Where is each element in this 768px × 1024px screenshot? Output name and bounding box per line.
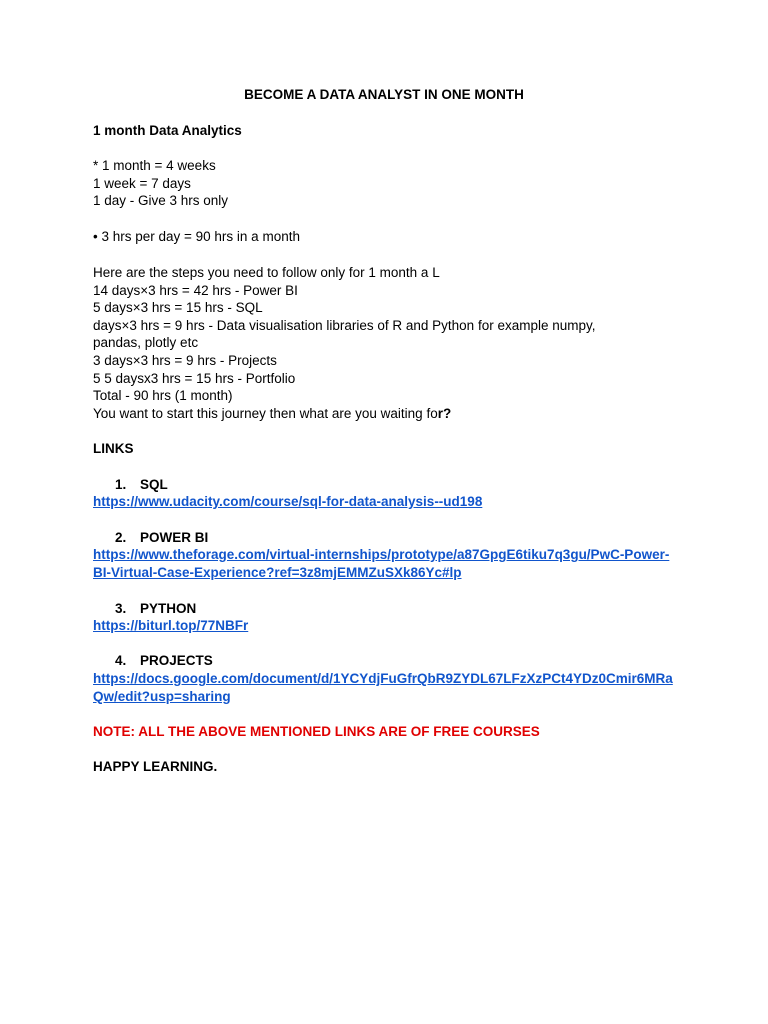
step-line: 5 days×3 hrs = 15 hrs - SQL [93,300,263,316]
link-list-item [115,476,168,494]
step-line: 3 days×3 hrs = 9 hrs - Projects [93,352,277,368]
links-heading: LINKS [93,441,134,456]
list-label: SQL [140,477,168,492]
list-label: PROJECTS [140,653,213,668]
time-line: * 1 month = 4 weeks [93,158,216,173]
link-wrapper [93,617,693,635]
link-list-item [115,529,208,547]
document-title: BECOME A DATA ANALYST IN ONE MONTH [244,87,524,102]
signoff: HAPPY LEARNING. [93,759,218,774]
step-line: 14 days×3 hrs = 42 hrs - Power BI [93,282,298,298]
free-courses-note: NOTE: ALL THE ABOVE MENTIONED LINKS ARE OF FREE COURSES [93,724,540,739]
list-number: 1. [115,477,127,492]
step-line: 5 5 daysx3 hrs = 15 hrs - Portfolio [93,370,296,386]
total-hours-line: • 3 hrs per day = 90 hrs in a month [93,229,300,244]
step-line: Total - 90 hrs (1 month) [93,388,233,404]
list-number: 2. [115,530,127,545]
link-list-item [115,652,213,670]
link-wrapper [93,670,693,705]
list-label: POWER BI [140,530,209,545]
list-number: 3. [115,601,127,616]
steps-closing [93,405,638,423]
power-bi-link[interactable]: https://www.theforage.com/virtual-internships/prototype/a87GpgE6tiku7q3gu/PwC-Power-BI-Virtual-Case-Experience?ref=3z8mjEMMZuSXk86Yc#lp [93,547,670,580]
python-link[interactable]: https://biturl.top/77NBFr [93,618,249,633]
step-line: days×3 hrs = 9 hrs - Data visualisation libraries of R and Python for example numpy, pandas, plotly etc [93,317,596,351]
time-line: 1 day - Give 3 hrs only [93,193,229,209]
list-number: 4. [115,653,127,668]
steps-closing-suffix: r? [437,405,452,421]
sql-link[interactable]: https://www.udacity.com/course/sql-for-data-analysis--ud198 [93,494,483,509]
steps-intro: Here are the steps you need to follow only for 1 month a L [93,265,440,280]
link-wrapper [93,493,693,511]
time-block [93,157,693,210]
steps-closing-text: You want to start this journey then what are you waiting fo [93,405,438,421]
steps-block [93,264,638,422]
link-wrapper [93,546,693,581]
projects-link[interactable]: https://docs.google.com/document/d/1YCYdjFuGfrQbR9ZYDL67LFzXzPCt4YDz0Cmir6MRaQw/edit?usp=sharing [93,671,673,704]
document-subtitle: 1 month Data Analytics [93,123,242,138]
list-label: PYTHON [140,601,197,616]
link-list-item [115,600,196,618]
time-line: 1 week = 7 days [93,175,191,191]
